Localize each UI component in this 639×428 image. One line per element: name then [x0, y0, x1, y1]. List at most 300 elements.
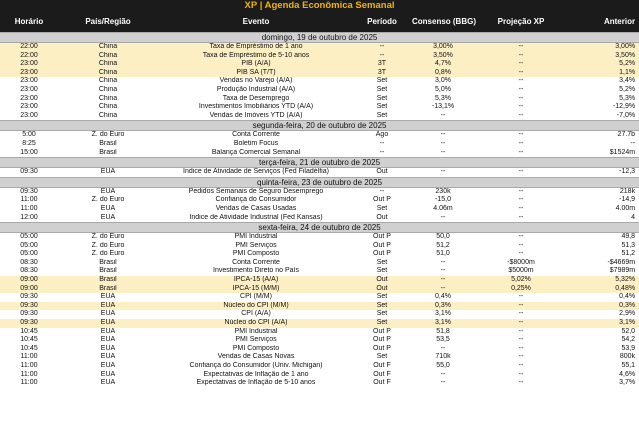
country-cell: China	[58, 60, 158, 69]
table-row-highlighted	[0, 69, 639, 78]
day-label: terça-feira, 21 de outubro de 2025	[0, 158, 639, 168]
country-cell: Brasil	[99, 258, 117, 266]
previous-cell: 51,2	[621, 250, 636, 258]
table-row-highlighted	[0, 276, 639, 285]
consensus-cell: --	[440, 379, 446, 387]
consensus-cell: -15,0	[435, 196, 451, 204]
previous-cell: -$4669m	[607, 258, 636, 266]
previous-cell: 0,3%	[566, 302, 639, 311]
previous-cell: 55,1	[621, 362, 636, 369]
time-cell: 11:00	[20, 196, 38, 204]
consensus-cell: 710k	[435, 353, 451, 361]
table-row	[0, 259, 639, 268]
table-row	[0, 187, 639, 196]
period-cell: Set	[376, 310, 388, 318]
country-cell: Brasil	[99, 139, 117, 147]
period-cell: --	[379, 148, 385, 156]
xp-projection-cell: --	[518, 77, 524, 85]
table-row	[0, 168, 639, 178]
table-row	[0, 267, 639, 276]
xp-projection-cell: --	[518, 379, 524, 387]
day-label: sexta-feira, 24 de outubro de 2025	[0, 223, 639, 233]
time-cell: 15:00	[20, 148, 38, 156]
event-name-cell: IPCA-15 (A/A)	[158, 276, 354, 285]
previous-cell: 3,4%	[619, 77, 636, 85]
period-cell: Out	[354, 276, 410, 285]
table-row	[0, 95, 639, 104]
consensus-cell: 4.06m	[433, 204, 453, 212]
table-row	[0, 103, 639, 112]
consensus-cell: 0,8%	[410, 69, 476, 78]
event-name-cell: Taxa de Desemprego	[222, 94, 290, 102]
time-cell: 23:00	[20, 111, 38, 119]
previous-cell: 3,1%	[566, 319, 639, 328]
time-cell: 05:00	[20, 241, 38, 249]
period-cell: Set	[376, 85, 388, 93]
time-cell: 23:00	[0, 69, 58, 78]
consensus-cell: 55,0	[436, 362, 450, 369]
table-row	[0, 371, 639, 380]
day-separator-row	[0, 121, 639, 131]
time-cell: 10:45	[20, 327, 38, 335]
country-cell: EUA	[100, 353, 116, 361]
country-cell: Brasil	[99, 267, 117, 275]
consensus-cell: 230k	[435, 187, 451, 195]
consensus-cell: --	[440, 168, 446, 176]
event-name-cell: Confiança do Consumidor (Univ. Michigan)	[189, 362, 323, 369]
xp-projection-cell: --	[518, 293, 524, 301]
table-row	[0, 310, 639, 319]
previous-cell: 1,1%	[566, 69, 639, 78]
table-row	[0, 86, 639, 95]
event-name-cell: Núcleo do CPI (A/A)	[158, 319, 354, 328]
xp-projection-cell: --	[518, 250, 524, 258]
event-name-cell: Confiança do Consumidor	[215, 196, 297, 204]
time-cell: 12:00	[20, 213, 38, 221]
day-separator-row	[0, 223, 639, 233]
previous-cell: --	[630, 139, 636, 147]
country-cell: EUA	[100, 362, 116, 369]
consensus-cell: --	[440, 258, 446, 266]
event-name-cell: Investimento Direto no País	[213, 267, 299, 275]
country-cell: Z. do Euro	[91, 250, 125, 258]
xp-projection-cell: --	[518, 362, 524, 369]
country-cell: Brasil	[58, 276, 158, 285]
previous-cell: 3,7%	[619, 379, 636, 387]
table-row-highlighted	[0, 60, 639, 69]
xp-projection-cell: --	[518, 187, 524, 195]
column-header-consensus: Consenso (BBG)	[410, 11, 476, 33]
country-cell: EUA	[100, 344, 116, 352]
consensus-cell: --	[410, 276, 476, 285]
time-cell: 10:45	[20, 336, 38, 344]
page-title: XP | Agenda Econômica Semanal	[0, 0, 639, 11]
period-cell: Out P	[373, 241, 391, 249]
title-row	[0, 0, 639, 11]
time-cell: 11:00	[20, 362, 38, 369]
country-cell: EUA	[100, 213, 116, 221]
time-cell: 09:30	[0, 302, 58, 311]
period-cell: --	[354, 43, 410, 52]
country-cell: China	[58, 69, 158, 78]
country-cell: China	[98, 85, 118, 93]
country-cell: EUA	[100, 168, 116, 176]
period-cell: 3T	[354, 60, 410, 69]
xp-projection-cell: --	[518, 353, 524, 361]
country-cell: EUA	[100, 370, 116, 378]
period-cell: Ago	[375, 131, 389, 139]
time-cell: 05:00	[20, 233, 38, 241]
event-name-cell: Índice de Atividade de Serviços (Fed Filadélfia)	[183, 168, 329, 176]
consensus-cell: 5,0%	[435, 85, 451, 93]
day-label: quinta-feira, 23 de outubro de 2025	[0, 177, 639, 187]
time-cell: 09:30	[20, 310, 38, 318]
time-cell: 23:00	[20, 77, 38, 85]
period-cell: --	[379, 139, 385, 147]
event-name-cell: PMI Composto	[232, 344, 280, 352]
event-name-cell: CPI (M/M)	[240, 293, 272, 301]
time-cell: 05:00	[20, 250, 38, 258]
previous-cell: 53,9	[621, 344, 636, 352]
time-cell: 08:30	[20, 267, 38, 275]
table-row	[0, 196, 639, 205]
event-name-cell: Taxa de Empréstimo de 1 ano	[158, 43, 354, 52]
country-cell: Brasil	[58, 285, 158, 294]
consensus-cell: 3,50%	[410, 52, 476, 61]
previous-cell: 4	[631, 213, 636, 221]
period-cell: Out P	[373, 344, 391, 352]
country-cell: EUA	[100, 310, 116, 318]
event-name-cell: Conta Corrente	[232, 258, 280, 266]
consensus-cell: --	[440, 344, 446, 352]
previous-cell: 2,9%	[619, 310, 636, 318]
day-label: segunda-feira, 20 de outubro de 2025	[0, 121, 639, 131]
period-cell: Set	[376, 77, 388, 85]
event-name-cell: Expectativas de Inflação de 5-10 anos	[196, 379, 316, 387]
consensus-cell: 0,4%	[435, 293, 451, 301]
time-cell: 09:30	[20, 168, 38, 176]
event-name-cell: PMI Composto	[232, 250, 280, 258]
xp-projection-cell: --	[518, 196, 524, 204]
time-cell: 23:00	[20, 103, 38, 111]
period-cell: Out	[376, 168, 388, 176]
period-cell: Set	[376, 293, 388, 301]
event-name-cell: PMI Industrial	[234, 327, 278, 335]
event-name-cell: Índice de Atividade Industrial (Fed Kansas)	[189, 213, 323, 221]
time-cell: 11:00	[20, 379, 38, 387]
country-cell: China	[58, 43, 158, 52]
xp-projection-cell: --	[518, 344, 524, 352]
time-cell: 09:00	[0, 285, 58, 294]
previous-cell: -12,9%	[612, 103, 636, 111]
period-cell: Set	[354, 302, 410, 311]
xp-projection-cell: --	[476, 319, 566, 328]
consensus-cell: 51,0	[436, 250, 450, 258]
consensus-cell: 51,2	[436, 241, 450, 249]
xp-projection-cell: --	[518, 241, 524, 249]
time-cell: 09:30	[0, 319, 58, 328]
consensus-cell: 4,7%	[410, 60, 476, 69]
period-cell: Set	[354, 319, 410, 328]
consensus-cell: --	[440, 213, 446, 221]
previous-cell: -12,3	[619, 168, 636, 176]
event-name-cell: CPI (A/A)	[241, 310, 271, 318]
consensus-cell: --	[440, 111, 446, 119]
event-name-cell: Expectativas de Inflação de 1 ano	[203, 370, 309, 378]
previous-cell: 3,50%	[566, 52, 639, 61]
period-cell: Out F	[373, 362, 391, 369]
period-cell: Set	[376, 267, 388, 275]
period-cell: Set	[376, 94, 388, 102]
xp-projection-cell: -$8000m	[507, 258, 535, 266]
xp-projection-cell: --	[476, 60, 566, 69]
day-separator-row	[0, 33, 639, 43]
consensus-cell: 5,3%	[435, 94, 451, 102]
consensus-cell: --	[440, 267, 446, 275]
xp-projection-cell: --	[518, 168, 524, 176]
column-header-xp-projection: Projeção XP	[476, 11, 566, 33]
country-cell: Z. do Euro	[91, 233, 125, 241]
column-header-event: Evento	[158, 11, 354, 33]
consensus-cell: --	[410, 285, 476, 294]
country-cell: China	[58, 52, 158, 61]
column-header-country: País/Região	[58, 11, 158, 33]
period-cell: Out P	[373, 196, 391, 204]
xp-projection-cell: --	[518, 370, 524, 378]
event-name-cell: Vendas de Casas Novas	[217, 353, 295, 361]
period-cell: Set	[376, 103, 388, 111]
event-name-cell: Núcleo do CPI (M/M)	[158, 302, 354, 311]
table-row	[0, 345, 639, 354]
table-row	[0, 205, 639, 214]
xp-projection-cell: --	[518, 131, 524, 139]
country-cell: EUA	[100, 187, 116, 195]
event-name-cell: Vendas de Casas Usadas	[215, 204, 297, 212]
consensus-cell: 51,8	[436, 327, 450, 335]
previous-cell: 800k	[619, 353, 636, 361]
xp-projection-cell: --	[518, 233, 524, 241]
event-name-cell: Vendas de Imóveis YTD (A/A)	[209, 111, 303, 119]
period-cell: Set	[376, 258, 388, 266]
consensus-cell: 0,3%	[410, 302, 476, 311]
xp-projection-cell: --	[518, 111, 524, 119]
event-name-cell: Boletim Focus	[233, 139, 279, 147]
xp-projection-cell: --	[518, 103, 524, 111]
time-cell: 09:30	[20, 187, 38, 195]
table-row	[0, 293, 639, 302]
event-name-cell: PIB (A/A)	[158, 60, 354, 69]
previous-cell: 27.7b	[617, 131, 636, 139]
consensus-cell: 3,0%	[435, 77, 451, 85]
previous-cell: 52,0	[621, 327, 636, 335]
previous-cell: 0,48%	[566, 285, 639, 294]
country-cell: Z. do Euro	[91, 241, 125, 249]
column-header-previous: Anterior	[566, 11, 639, 33]
table-row	[0, 328, 639, 337]
event-name-cell: Balança Comercial Semanal	[211, 148, 301, 156]
time-cell: 8:25	[22, 139, 36, 147]
column-header-time: Horário	[0, 11, 58, 33]
previous-cell: $7989m	[609, 267, 636, 275]
previous-cell: 5,2%	[619, 85, 636, 93]
xp-projection-cell: 0,25%	[476, 285, 566, 294]
country-cell: EUA	[100, 327, 116, 335]
event-name-cell: Investimentos Imobiliários YTD (A/A)	[198, 103, 314, 111]
previous-cell: 0,4%	[619, 293, 636, 301]
time-cell: 10:45	[20, 344, 38, 352]
country-cell: China	[98, 94, 118, 102]
time-cell: 08:30	[20, 258, 38, 266]
xp-projection-cell: --	[476, 43, 566, 52]
table-row	[0, 336, 639, 345]
table-row	[0, 242, 639, 251]
consensus-cell: 3,1%	[435, 310, 451, 318]
country-cell: EUA	[100, 293, 116, 301]
event-name-cell: IPCA-15 (M/M)	[158, 285, 354, 294]
table-row-highlighted	[0, 319, 639, 328]
xp-projection-cell: --	[476, 69, 566, 78]
previous-cell: 5,3%	[619, 94, 636, 102]
time-cell: 09:00	[0, 276, 58, 285]
country-cell: Z. do Euro	[91, 196, 125, 204]
table-row	[0, 140, 639, 149]
country-cell: EUA	[100, 336, 116, 344]
table-row-highlighted	[0, 52, 639, 61]
consensus-cell: --	[440, 148, 446, 156]
country-cell: EUA	[100, 379, 116, 387]
previous-cell: 49,8	[621, 233, 636, 241]
calendar-body	[0, 33, 639, 388]
time-cell: 23:00	[0, 60, 58, 69]
xp-projection-cell: --	[518, 204, 524, 212]
time-cell: 11:00	[20, 353, 38, 361]
country-cell: EUA	[58, 319, 158, 328]
event-name-cell: Conta Corrente	[232, 131, 280, 139]
xp-projection-cell: --	[476, 52, 566, 61]
table-row	[0, 77, 639, 86]
country-cell: EUA	[100, 204, 116, 212]
xp-projection-cell: --	[518, 85, 524, 93]
previous-cell: 3,00%	[566, 43, 639, 52]
country-cell: China	[98, 103, 118, 111]
period-cell: Out P	[373, 250, 391, 258]
previous-cell: 218k	[619, 187, 636, 195]
time-cell: 22:00	[0, 52, 58, 61]
country-cell: China	[98, 77, 118, 85]
xp-projection-cell: --	[518, 139, 524, 147]
period-cell: Out	[376, 213, 388, 221]
event-name-cell: Pedidos Semanais de Seguro Desemprego	[188, 187, 324, 195]
previous-cell: -14,9	[619, 196, 636, 204]
header-row	[0, 11, 639, 33]
country-cell: Z. do Euro	[91, 131, 125, 139]
previous-cell: -7,0%	[616, 111, 636, 119]
consensus-cell: -13,1%	[431, 103, 455, 111]
time-cell: 09:30	[20, 293, 38, 301]
table-row	[0, 362, 639, 371]
previous-cell: 4.00m	[615, 204, 636, 212]
xp-projection-cell: --	[518, 310, 524, 318]
period-cell: --	[354, 52, 410, 61]
period-cell: Set	[376, 111, 388, 119]
time-cell: 23:00	[20, 94, 38, 102]
period-cell: Set	[376, 353, 388, 361]
consensus-cell: 53,5	[436, 336, 450, 344]
previous-cell: 51,3	[621, 241, 636, 249]
table-row	[0, 214, 639, 223]
table-row	[0, 353, 639, 362]
consensus-cell: 3,1%	[410, 319, 476, 328]
period-cell: Out F	[373, 379, 391, 387]
table-row-highlighted	[0, 285, 639, 294]
table-row	[0, 233, 639, 242]
table-row	[0, 112, 639, 121]
period-cell: Set	[376, 204, 388, 212]
event-name-cell: PIB SA (T/T)	[158, 69, 354, 78]
column-header-period: Período	[354, 11, 410, 33]
time-cell: 22:00	[0, 43, 58, 52]
consensus-cell: 3,00%	[410, 43, 476, 52]
consensus-cell: 50,0	[436, 233, 450, 241]
event-name-cell: Produção Industrial (A/A)	[216, 85, 296, 93]
event-name-cell: PMI Serviços	[235, 241, 277, 249]
period-cell: Out P	[373, 327, 391, 335]
period-cell: Out	[354, 285, 410, 294]
country-cell: Brasil	[99, 148, 117, 156]
day-label: domingo, 19 de outubro de 2025	[0, 33, 639, 43]
country-cell: China	[98, 111, 118, 119]
xp-projection-cell: --	[476, 302, 566, 311]
previous-cell: $1524m	[609, 148, 636, 156]
table-row	[0, 250, 639, 259]
table-row-highlighted	[0, 302, 639, 311]
xp-projection-cell: --	[518, 213, 524, 221]
xp-projection-cell: --	[518, 94, 524, 102]
period-cell: Out F	[373, 370, 391, 378]
xp-projection-cell: --	[518, 148, 524, 156]
time-cell: 11:00	[20, 204, 38, 212]
event-name-cell: Taxa de Empréstimo de 5-10 anos	[158, 52, 354, 61]
previous-cell: 54,2	[621, 336, 636, 344]
day-separator-row	[0, 158, 639, 168]
previous-cell: 4,6%	[619, 370, 636, 378]
country-cell: EUA	[58, 302, 158, 311]
event-name-cell: Vendas no Varejo (A/A)	[219, 77, 293, 85]
previous-cell: 5,32%	[566, 276, 639, 285]
xp-projection-cell: 5,02%	[476, 276, 566, 285]
period-cell: --	[379, 187, 385, 195]
period-cell: Out P	[373, 233, 391, 241]
table-row	[0, 149, 639, 158]
event-name-cell: PMI Industrial	[234, 233, 278, 241]
period-cell: Out P	[373, 336, 391, 344]
period-cell: 3T	[354, 69, 410, 78]
time-cell: 23:00	[20, 85, 38, 93]
time-cell: 11:00	[20, 370, 38, 378]
table-row	[0, 379, 639, 388]
previous-cell: 5,2%	[566, 60, 639, 69]
xp-projection-cell: $5000m	[508, 267, 534, 275]
event-name-cell: PMI Serviços	[235, 336, 277, 344]
xp-projection-cell: --	[518, 336, 524, 344]
xp-projection-cell: --	[518, 327, 524, 335]
consensus-cell: --	[440, 139, 446, 147]
consensus-cell: --	[440, 370, 446, 378]
time-cell: 5:00	[22, 131, 36, 139]
day-separator-row	[0, 177, 639, 187]
table-row	[0, 131, 639, 140]
table-row-highlighted	[0, 43, 639, 52]
